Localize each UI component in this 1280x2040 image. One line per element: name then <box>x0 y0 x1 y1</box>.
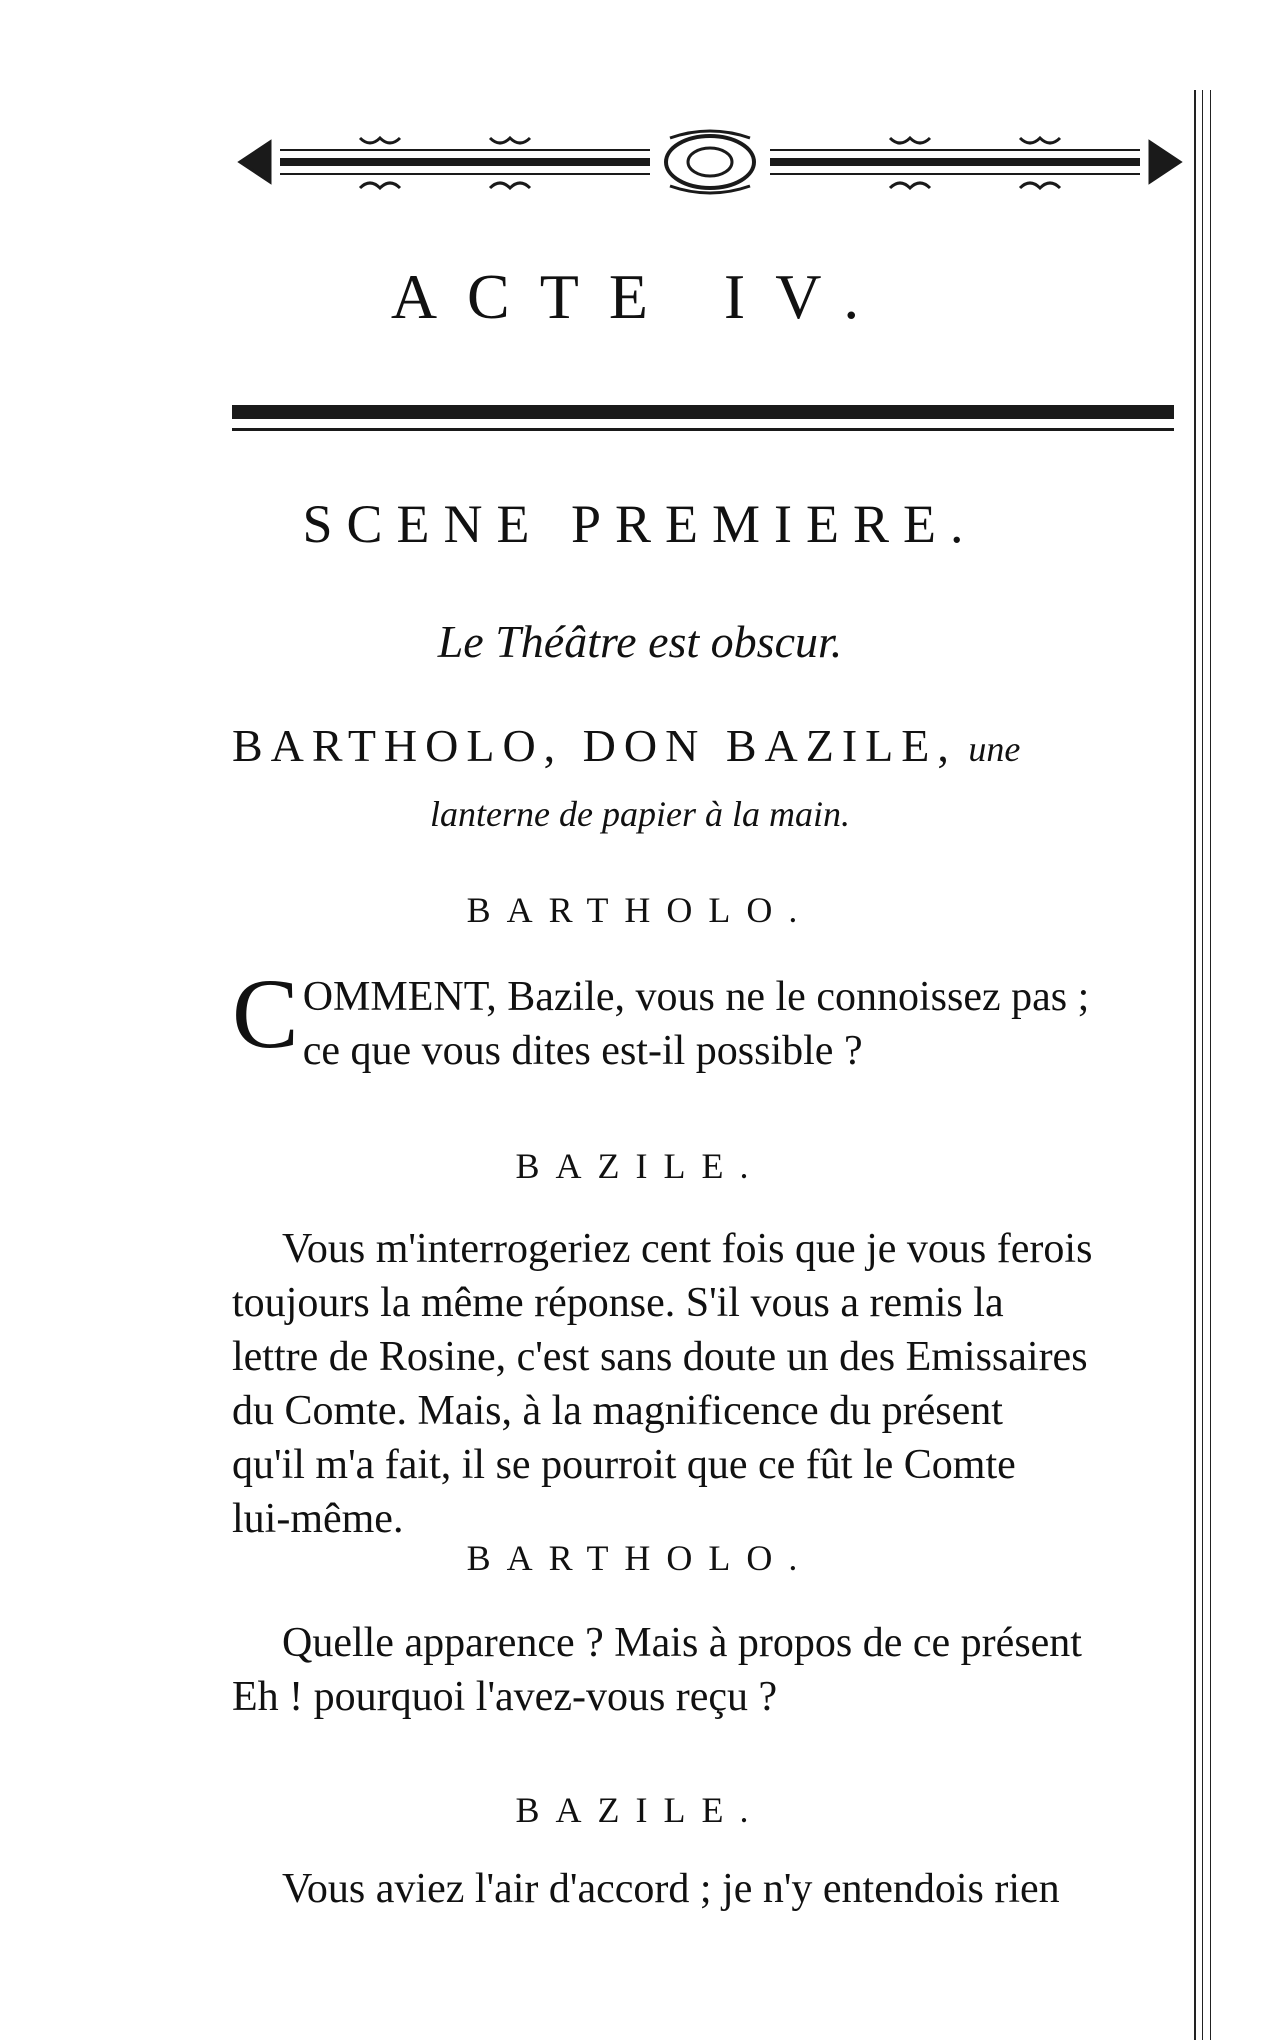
speech-paragraph <box>232 1616 1192 1724</box>
head-ornament <box>230 128 1190 198</box>
scene-title: SCENE PREMIERE. <box>302 494 978 554</box>
act-title: ACTE IV. <box>390 261 890 332</box>
character-names: BARTHOLO, DON BAZILE, <box>232 720 957 771</box>
speech-line: lui-même. <box>232 1496 404 1542</box>
speech-line: Eh ! pourquoi l'avez-vous reçu ? <box>232 1674 778 1720</box>
speaker-label: BARTHOLO. <box>466 1538 814 1578</box>
drop-cap: C <box>232 958 299 1069</box>
speech-line: ce que vous dites est-il possible ? <box>302 1028 863 1074</box>
stage-direction: Le Théâtre est obscur. <box>437 616 843 667</box>
section-rule-thin <box>232 428 1174 431</box>
character-note-inline: une <box>968 729 1021 769</box>
speech-paragraph <box>232 958 1192 1078</box>
speaker-label: BAZILE. <box>515 1790 765 1830</box>
speech-line: lettre de Rosine, c'est sans doute un des Emissaires <box>232 1334 1088 1380</box>
speaker-label: BAZILE. <box>515 1146 765 1186</box>
speech-paragraph <box>232 1222 1192 1546</box>
speech-line: OMMENT, Bazile, vous ne le connoissez pas ; <box>302 974 1090 1020</box>
characters-line <box>232 720 1192 775</box>
speaker-label: BARTHOLO. <box>466 890 814 930</box>
speech-line: Quelle apparence ? Mais à propos de ce présent <box>282 1620 1082 1666</box>
speech-line: du Comte. Mais, à la magnificence du présent <box>232 1388 1003 1434</box>
character-note: lanterne de papier à la main. <box>430 794 850 834</box>
speech-line: qu'il m'a fait, il se pourroit que ce fût le Comte <box>232 1442 1016 1488</box>
speech-line: toujours la même réponse. S'il vous a remis la <box>232 1280 1004 1326</box>
page-gutter <box>1190 90 1220 2040</box>
speech-line: Vous aviez l'air d'accord ; je n'y entendois rien <box>282 1866 1060 1912</box>
section-rule-thick <box>232 405 1174 419</box>
speech-paragraph <box>282 1862 1192 1916</box>
speech-line: Vous m'interrogeriez cent fois que je vous ferois <box>282 1226 1093 1272</box>
